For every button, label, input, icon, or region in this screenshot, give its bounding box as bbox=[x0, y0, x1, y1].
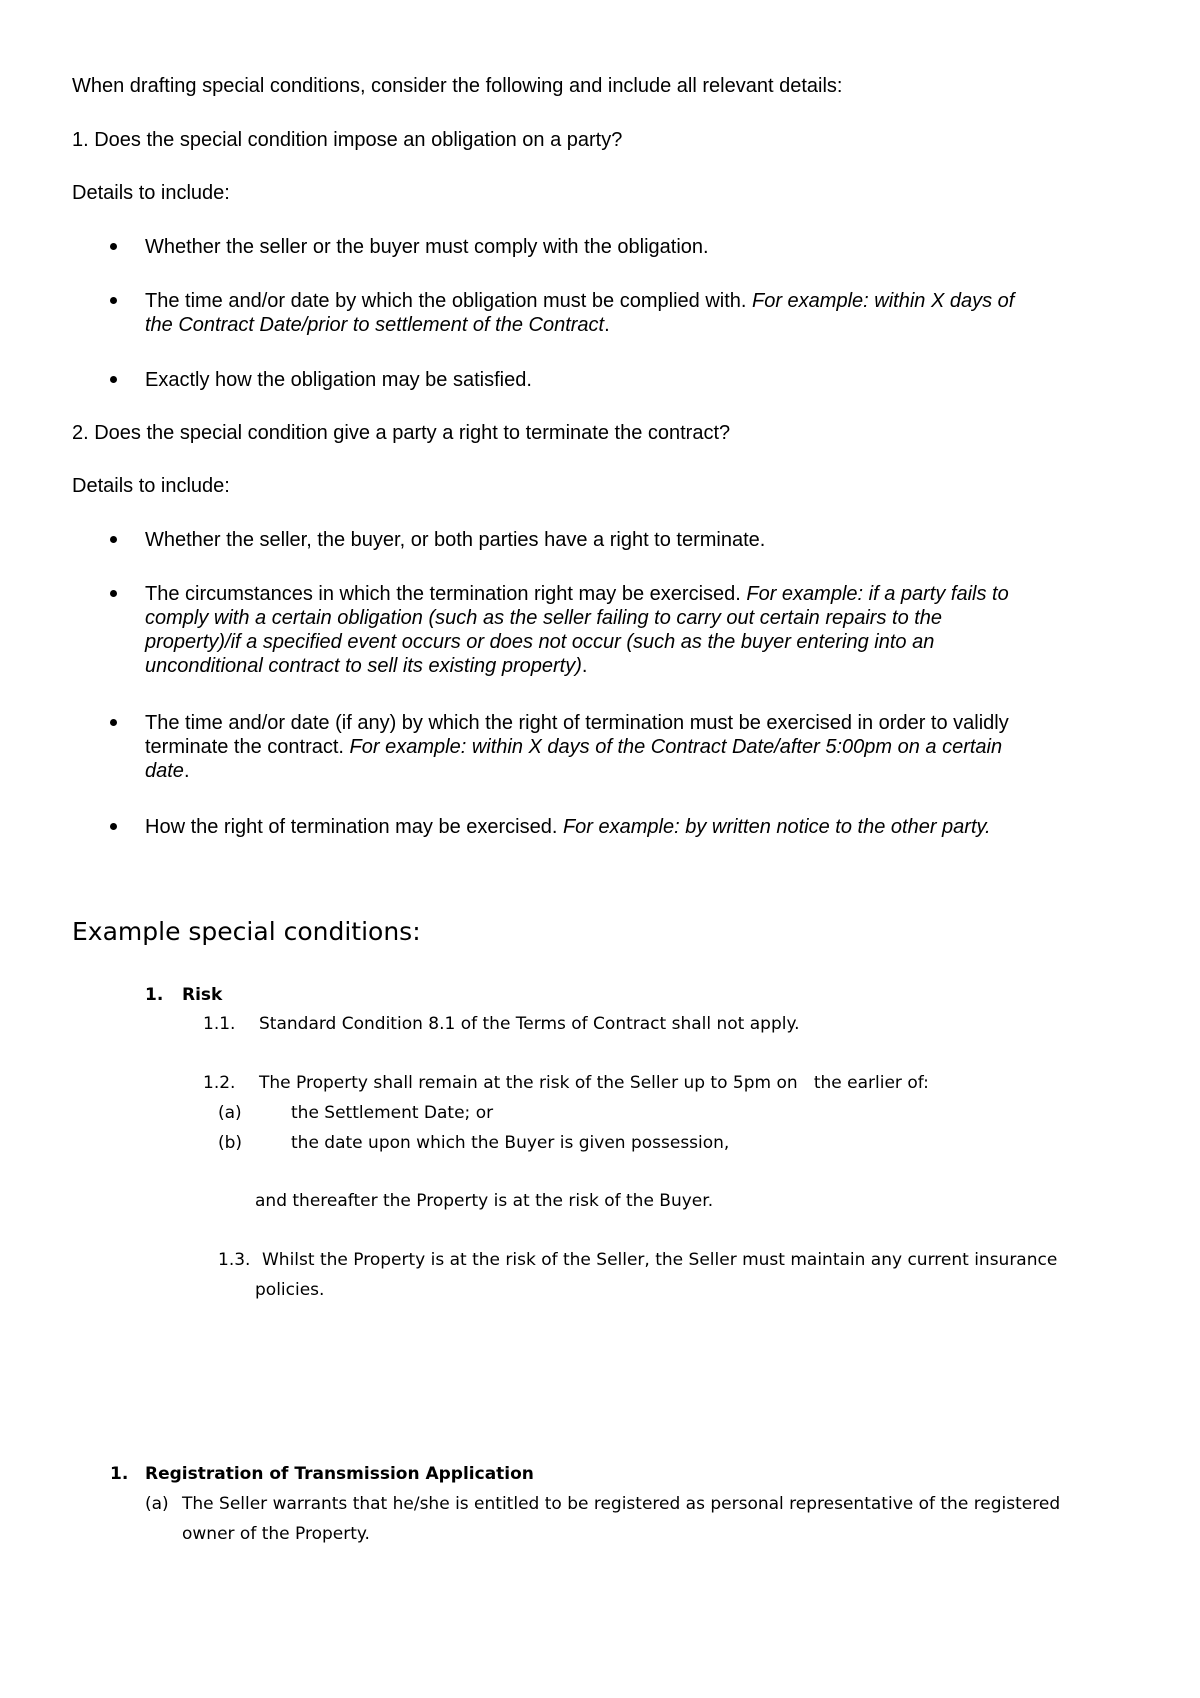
clause-1-2-b-label: (b) bbox=[218, 1133, 243, 1153]
clause-1-1-text: Standard Condition 8.1 of the Terms of Contract shall not apply. bbox=[259, 1014, 800, 1034]
section2-bullet-2-line1 bbox=[145, 582, 1009, 606]
bullet-dot bbox=[110, 823, 117, 830]
bullet-dot bbox=[110, 719, 117, 726]
bullet-end-text: . bbox=[183, 760, 190, 782]
transmission-a-line1: The Seller warrants that he/she is entitled to be registered as personal representative of the registered bbox=[182, 1494, 1061, 1514]
bullet-end-text: . bbox=[604, 314, 610, 336]
bullet-example-text: For example: within X days of the Contract Date/after 5:00pm on a certain bbox=[349, 736, 1003, 758]
section2-bullet-2-line3 bbox=[145, 630, 934, 654]
transmission-a-line2: owner of the Property. bbox=[182, 1524, 370, 1544]
bullet-example-text: comply with a certain obligation (such as the seller failing to carry out certain repairs to the bbox=[145, 607, 943, 629]
clause-1-3-line2: policies. bbox=[255, 1280, 325, 1300]
clause-1-3-number: 1.3. bbox=[218, 1250, 251, 1270]
transmission-number: 1. bbox=[110, 1464, 129, 1484]
clause-1-3-line1: Whilst the Property is at the risk of the Seller, the Seller must maintain any current insurance bbox=[262, 1250, 1058, 1270]
bullet-dot bbox=[110, 376, 117, 383]
section2-bullet-2-line4 bbox=[145, 654, 587, 678]
bullet-plain-text: terminate the contract. bbox=[145, 736, 350, 758]
bullet-plain-text: How the right of termination may be exercised. bbox=[145, 816, 563, 838]
intro-text: When drafting special conditions, consider the following and include all relevant details: bbox=[72, 75, 843, 97]
transmission-a-label: (a) bbox=[145, 1494, 169, 1514]
bullet-example-text: For example: by written notice to the other party. bbox=[562, 816, 991, 838]
section2-bullet-4 bbox=[145, 815, 991, 839]
bullet-dot bbox=[110, 243, 117, 250]
section1-question: 1. Does the special condition impose an obligation on a party? bbox=[72, 129, 623, 151]
section2-question: 2. Does the special condition give a party a right to terminate the contract? bbox=[72, 422, 731, 444]
risk-number: 1. bbox=[145, 985, 164, 1005]
bullet-example-text: the Contract Date/prior to settlement of the Contract bbox=[145, 314, 605, 336]
clause-1-2-after-text: and thereafter the Property is at the risk of the Buyer. bbox=[255, 1191, 714, 1211]
bullet-example-text: For example: if a party fails to bbox=[746, 583, 1009, 605]
clause-1-2-a-text: the Settlement Date; or bbox=[291, 1103, 494, 1123]
bullet-example-text: unconditional contract to sell its existing property) bbox=[145, 655, 582, 677]
section2-bullet-3-line1: The time and/or date (if any) by which the right of termination must be exercised in order to validly bbox=[145, 712, 1009, 734]
clause-1-1-number: 1.1. bbox=[203, 1014, 236, 1034]
clause-1-2-text: The Property shall remain at the risk of the Seller up to 5pm on the earlier of: bbox=[259, 1073, 929, 1093]
bullet-example-text: date bbox=[145, 760, 184, 782]
bullet-example-text: For example: within X days of bbox=[752, 290, 1015, 312]
section2-bullet-3-line2 bbox=[145, 735, 1002, 759]
bullet-example-text: property)/if a specified event occurs or does not occur (such as the buyer entering into an bbox=[145, 631, 935, 653]
section1-bullet-2-line1 bbox=[145, 289, 1014, 313]
section2-details-label: Details to include: bbox=[72, 475, 230, 497]
section2-bullet-1: Whether the seller, the buyer, or both parties have a right to terminate. bbox=[145, 529, 766, 551]
section1-bullet-1: Whether the seller or the buyer must comply with the obligation. bbox=[145, 236, 709, 258]
clause-1-2-b-text: the date upon which the Buyer is given possession, bbox=[291, 1133, 730, 1153]
clause-1-2-number: 1.2. bbox=[203, 1073, 236, 1093]
clause-1-2-a-label: (a) bbox=[218, 1103, 242, 1123]
section2-bullet-2-line2 bbox=[145, 606, 942, 630]
bullet-plain-text: The circumstances in which the termination right may be exercised. bbox=[145, 583, 747, 605]
bullet-end-text: . bbox=[581, 655, 588, 677]
section1-bullet-2-line2 bbox=[145, 313, 610, 337]
risk-title: Risk bbox=[182, 985, 223, 1005]
bullet-dot bbox=[110, 536, 117, 543]
bullet-dot bbox=[110, 297, 117, 304]
section2-bullet-3-line3 bbox=[145, 759, 190, 783]
bullet-dot bbox=[110, 590, 117, 597]
section1-bullet-3: Exactly how the obligation may be satisfied. bbox=[145, 369, 532, 391]
section1-details-label: Details to include: bbox=[72, 182, 230, 204]
transmission-title: Registration of Transmission Application bbox=[145, 1464, 534, 1484]
bullet-plain-text: The time and/or date by which the obligation must be complied with. bbox=[145, 290, 752, 312]
examples-heading: Example special conditions: bbox=[72, 917, 421, 946]
